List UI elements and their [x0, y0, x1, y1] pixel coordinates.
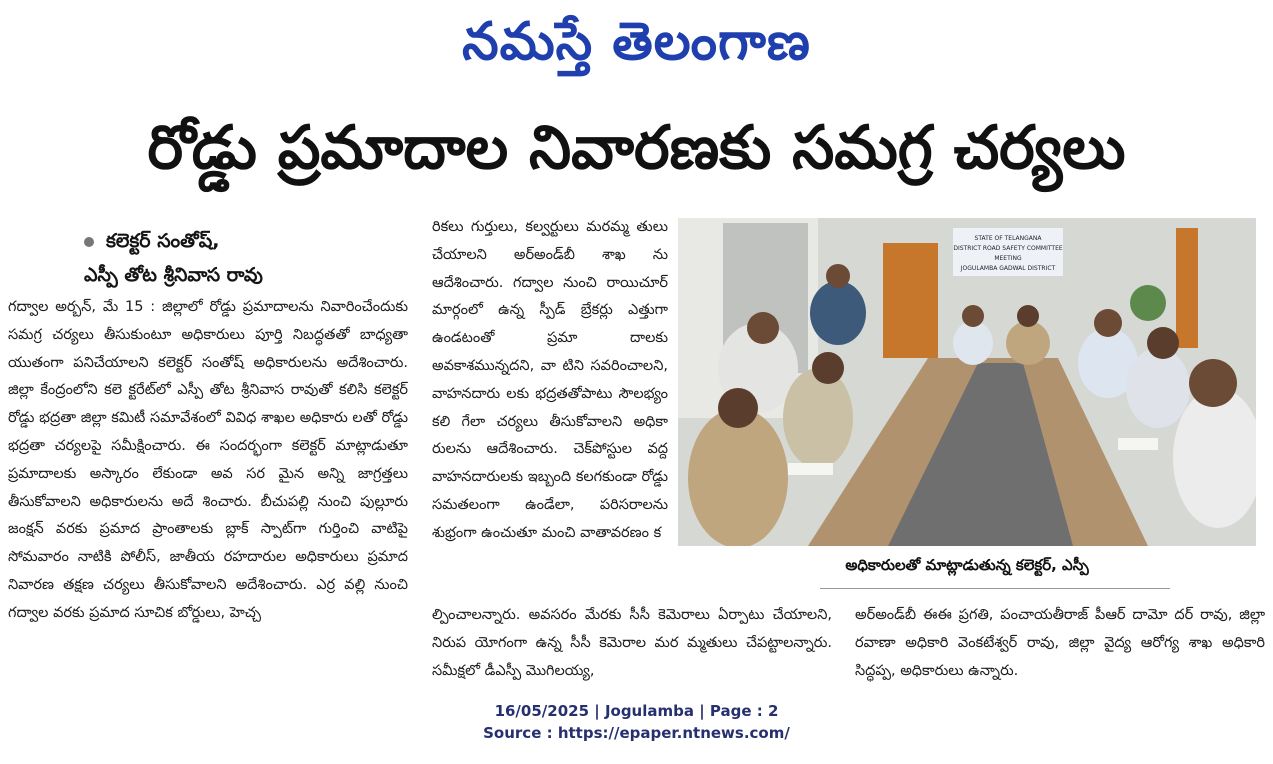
- article-headline: రోడ్డు ప్రమాదాల నివారణకు సమగ్ర చర్యలు: [147, 113, 1126, 183]
- column-3-text: అర్‌అండ్‌బీ ఈఈ ప్రగతి, పంచాయతీరాజ్ పీఆర్ దామో దర్ రావు, జిల్లా రవాణా అధికారి వెంకటేశ్వర్ రావు, జిల్లా వైద్య ఆరోగ్య శాఖ అధికారి సిద్ధప్ప, అధికారులు ఉన్నారు.: [855, 607, 1265, 679]
- subhead-line-2: ఎస్పీ తోట శ్రీనివాస రావు: [84, 264, 263, 286]
- banner-line-2: DISTRICT ROAD SAFETY COMMITTEE: [953, 245, 1063, 252]
- photo-caption: అధికారులతో మాట్లాడుతున్న కలెక్టర్, ఎస్పీ: [845, 556, 1089, 574]
- caption-divider: [820, 588, 1170, 589]
- newspaper-masthead: నమస్తే తెలంగాణ: [462, 12, 811, 72]
- subhead-line-1: కలెక్టర్ సంతోష్,: [106, 230, 220, 252]
- banner-line-4: JOGULAMBA GADWAL DISTRICT: [960, 265, 1056, 272]
- article-subheads: [84, 224, 384, 292]
- column-1-text: గద్వాల అర్బన్, మే 15 : జిల్లాలో రోడ్డు ప్రమాదాలను నివారించేందుకు సమగ్ర చర్యలు తీసుకుంటూ అధికారులు పూర్తి నిబద్ధతతో బాధ్యతా యుతంగా పనిచేయాలని కలెక్టర్ సంతోష్ అధికారులను అదేశించారు. జిల్లా కేంద్రంలోని కలె క్టరేట్‌లో ఎస్పీ తోట శ్రీనివాస రావుతో కలిసి కలెక్టర్ రోడ్డు భద్రతా జిల్లా కమిటీ సమావేశంలో వివిధ శాఖల అధికారు లతో రోడ్డు భద్రతా చర్యలపై సమీక్షించారు. ఈ సందర్భంగా కలెక్టర్ మాట్లాడుతూ ప్రమాదాలకు అస్కారం లేకుండా అవ సర మైన అన్ని జాగ్రత్తలు తీసుకోవాలని అధికారులను అదే శించారు. బీచుపల్లి నుంచి పుల్లూరు జంక్షన్ వరకు ప్రమాద ప్రాంతాలకు బ్లాక్ స్పాట్‌గా గుర్తించి వాటిపై సోమవారం నాటికి పోలీస్, జాతీయ రహదారుల అధికారులు ప్రమాద నివారణ తక్షణ చర్యలు తీసుకోవాలని అదేశించారు. ఎర్ర వల్లి నుంచి గద్వాల వరకు ప్రమాద సూచిక బోర్డులు, హెచ్చ: [8, 299, 408, 621]
- column-2-text: రికలు గుర్తులు, కల్వర్టులు మరమ్మ తులు చేయాలని అర్‌అండ్‌బీ శాఖ ను ఆదేశించారు. గద్వాల నుంచి రాయిచూర్ మార్గంలో ఉన్న స్పీడ్ బ్రేకర్లు ఎత్తుగా ఉండటంతో ప్రమా దాలకు అవకాశమున్నదని, వా టిని సవరించాలని, వాహనదారు లకు భద్రతతోపాటు సౌలభ్యం కలి గేలా చర్యలు తీసుకోవాలని అధికా రులను ఆదేశించారు. చెక్‌పోస్టుల వద్ద వాహనదారులకు ఇబ్బంది కలగకుండా రోడ్డు సమతలంగా ఉండేలా, పరిసరాలను శుభ్రంగా ఉంచుతూ మంచి వాతావరణం క: [432, 219, 668, 541]
- article-column-2-continued: [432, 602, 832, 690]
- meeting-photo: [678, 218, 1256, 546]
- column-2-bottom-text: ల్పించాలన్నారు. అవసరం మేరకు సీసీ కెమెరాలు ఏర్పాటు చేయాలని, నిరుప యోగంగా ఉన్న సీసీ కెమెరాల మర మ్మతులు చేపట్టాలన్నారు. సమీక్షలో డీఎస్పీ మొగిలయ్య,: [432, 607, 832, 679]
- page-footer: [0, 700, 1273, 744]
- footer-source-line: Source : https://epaper.ntnews.com/: [483, 724, 790, 742]
- article-column-1: [8, 294, 408, 689]
- banner-line-1: STATE OF TELANGANA: [974, 235, 1042, 242]
- article-column-2: [432, 214, 668, 606]
- footer-date-line: 16/05/2025 | Jogulamba | Page : 2: [494, 702, 779, 720]
- bullet-icon: [84, 237, 94, 247]
- article-column-3: [855, 602, 1265, 690]
- banner-line-3: MEETING: [994, 255, 1022, 262]
